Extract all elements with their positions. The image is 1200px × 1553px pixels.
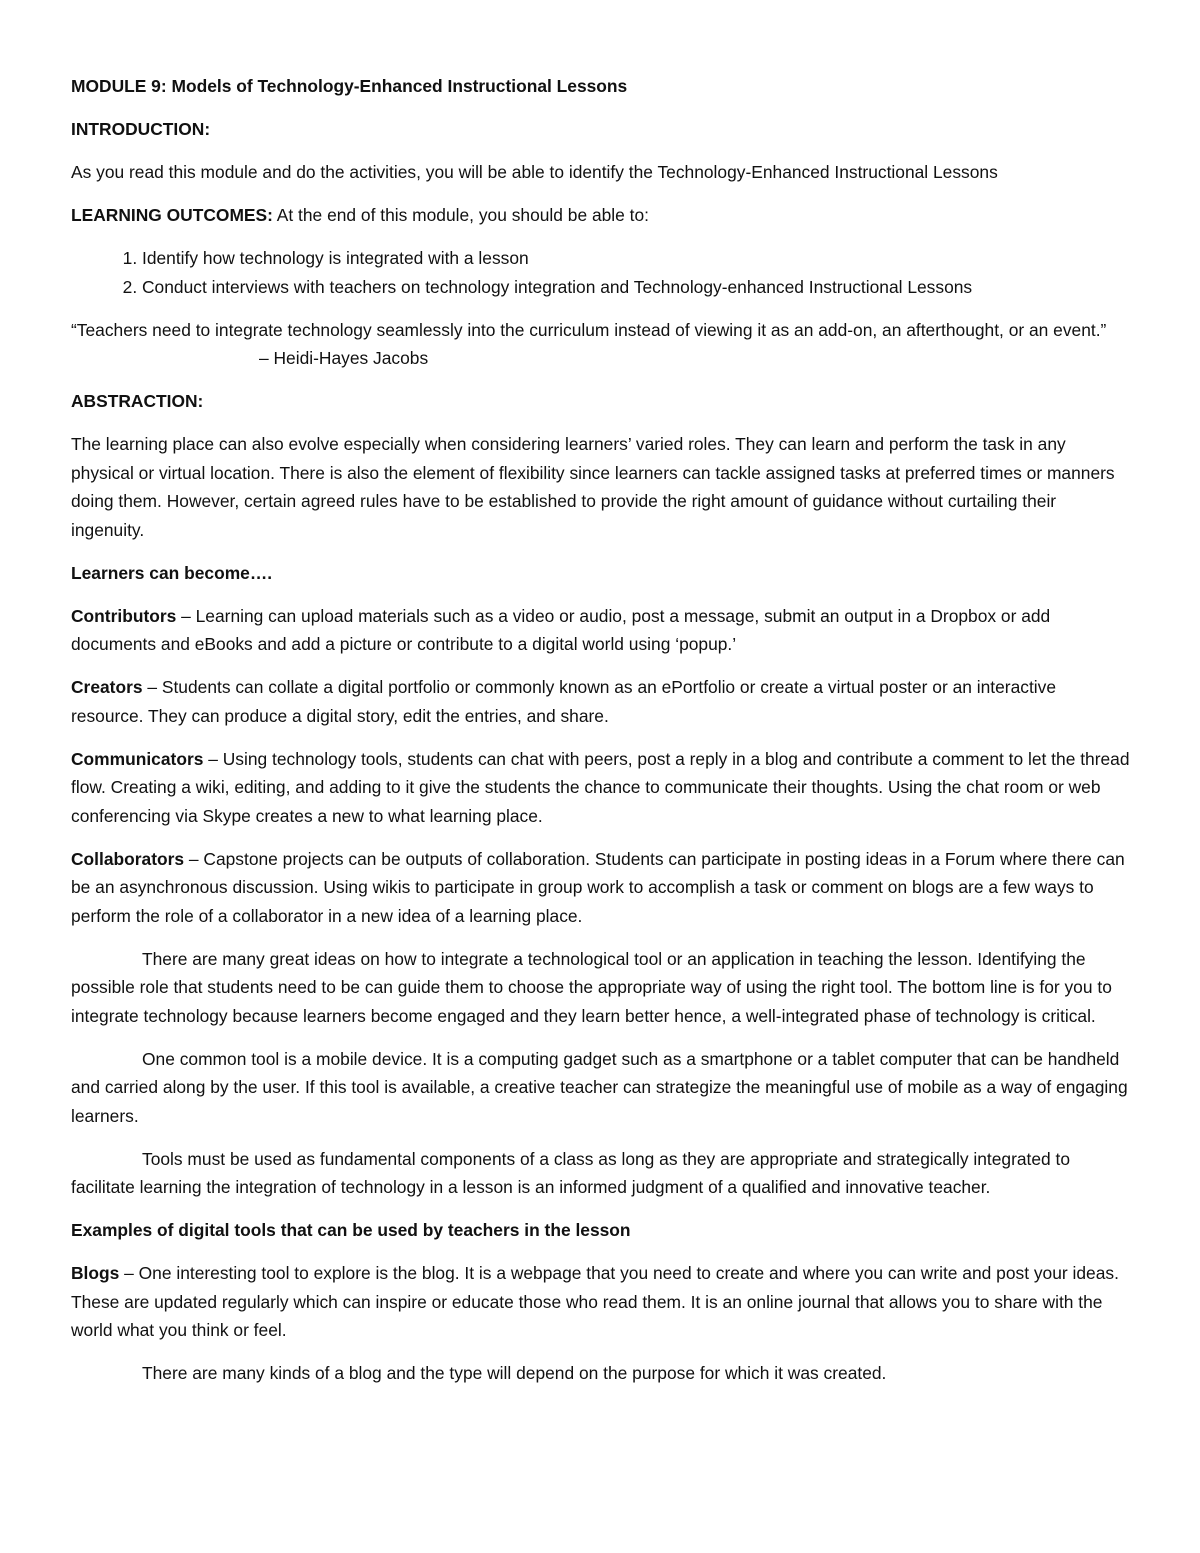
- role-description: – Learning can upload materials such as a video or audio, post a message, submit an output in a Dropbox or add documents and eBooks and add a picture or contribute to a digital world using ‘popup.’: [71, 605, 1051, 654]
- introduction-heading: INTRODUCTION:: [71, 119, 211, 139]
- roles-heading: Learners can become….: [71, 562, 273, 583]
- abstraction-text: The learning place can also evolve especially when considering learners’ varied roles. They can learn and perform the task in any physical or virtual location. There is also the element of flexibility since learners can tackle assigned tasks at preferred times or manners doing them. However, certain agreed rules have to be established to provide the right amount of guidance without curtailing their ingenuity.: [71, 434, 1115, 540]
- quote-author: – Heidi-Hayes Jacobs: [259, 348, 429, 368]
- body-paragraph: Tools must be used as fundamental components of a class as long as they are appropriate and strategically integrated to facilitate learning the integration of technology in a lesson is an informed judgment of a qualified and innovative teacher.: [71, 1148, 1071, 1197]
- role-term: Creators: [71, 677, 143, 697]
- blogs-term: Blogs: [71, 1263, 120, 1283]
- blogs-paragraph: [71, 1259, 1130, 1345]
- module-title: MODULE 9: Models of Technology-Enhanced Instructional Lessons: [71, 76, 628, 96]
- quote-block: [71, 316, 1130, 373]
- blogs-description: – One interesting tool to explore is the blog. It is a webpage that you need to create and where you can write and post your ideas. These are updated regularly which can inspire or educate those who read them. It is an online journal that allows you to share with the world what you think or feel.: [71, 1263, 1119, 1340]
- closing-paragraph: There are many kinds of a blog and the type will depend on the purpose for which it was created.: [142, 1363, 887, 1383]
- role-term: Collaborators: [71, 848, 185, 869]
- list-item: 1. Identify how technology is integrated with a lesson: [142, 244, 1130, 273]
- role-description: – Using technology tools, students can chat with peers, post a reply in a blog and contribute a comment to let the thread flow. Creating a wiki, editing, and adding to it give the students the chance to communicate their thoughts. Using the chat room or web conferencing via Skype creates a new to what learning place.: [71, 748, 1130, 826]
- role-collaborators: [71, 845, 1130, 931]
- introduction-text: As you read this module and do the activities, you will be able to identify the Technology-Enhanced Instructional Lessons: [71, 162, 998, 182]
- list-item: 2. Conduct interviews with teachers on technology integration and Technology-enhanced Instructional Lessons: [142, 273, 1130, 302]
- quote-text: “Teachers need to integrate technology seamlessly into the curriculum instead of viewing it as an add-on, an afterthought, or an event.”: [71, 319, 1107, 340]
- abstraction-heading: ABSTRACTION:: [71, 391, 204, 411]
- examples-heading: Examples of digital tools that can be used by teachers in the lesson: [71, 1220, 631, 1240]
- role-term: Contributors: [71, 605, 177, 626]
- learning-outcomes-text: At the end of this module, you should be able to:: [272, 205, 650, 225]
- role-term: Communicators: [71, 748, 204, 769]
- role-contributors: [71, 602, 1130, 659]
- body-paragraph: One common tool is a mobile device. It is a computing gadget such as a smartphone or a tablet computer that can be handheld and carried along by the user. If this tool is available, a creative teacher can strategize the meaningful use of mobile as a way of engaging learners.: [71, 1048, 1128, 1126]
- learning-outcomes-paragraph: [71, 201, 1130, 230]
- role-communicators: [71, 745, 1130, 831]
- role-description: – Capstone projects can be outputs of collaboration. Students can participate in posting ideas in a Forum where there can be an asynchronous discussion. Using wikis to participate in group work to accomplish a task or comment on blogs are a few ways to perform the role of a collaborator in a new idea of a learning place.: [71, 848, 1125, 926]
- learning-outcomes-list: [71, 244, 1130, 301]
- role-creators: [71, 673, 1130, 730]
- learning-outcomes-heading: LEARNING OUTCOMES:: [71, 205, 273, 225]
- body-paragraph: There are many great ideas on how to integrate a technological tool or an application in teaching the lesson. Identifying the possible role that students need to be can guide them to choose the appropriate way of using the right tool. The bottom line is for you to integrate technology because learners become engaged and they learn better hence, a well-integrated phase of technology is critical.: [71, 948, 1112, 1026]
- role-description: – Students can collate a digital portfolio or commonly known as an ePortfolio or create a virtual poster or an interactive resource. They can produce a digital story, edit the entries, and share.: [71, 677, 1057, 726]
